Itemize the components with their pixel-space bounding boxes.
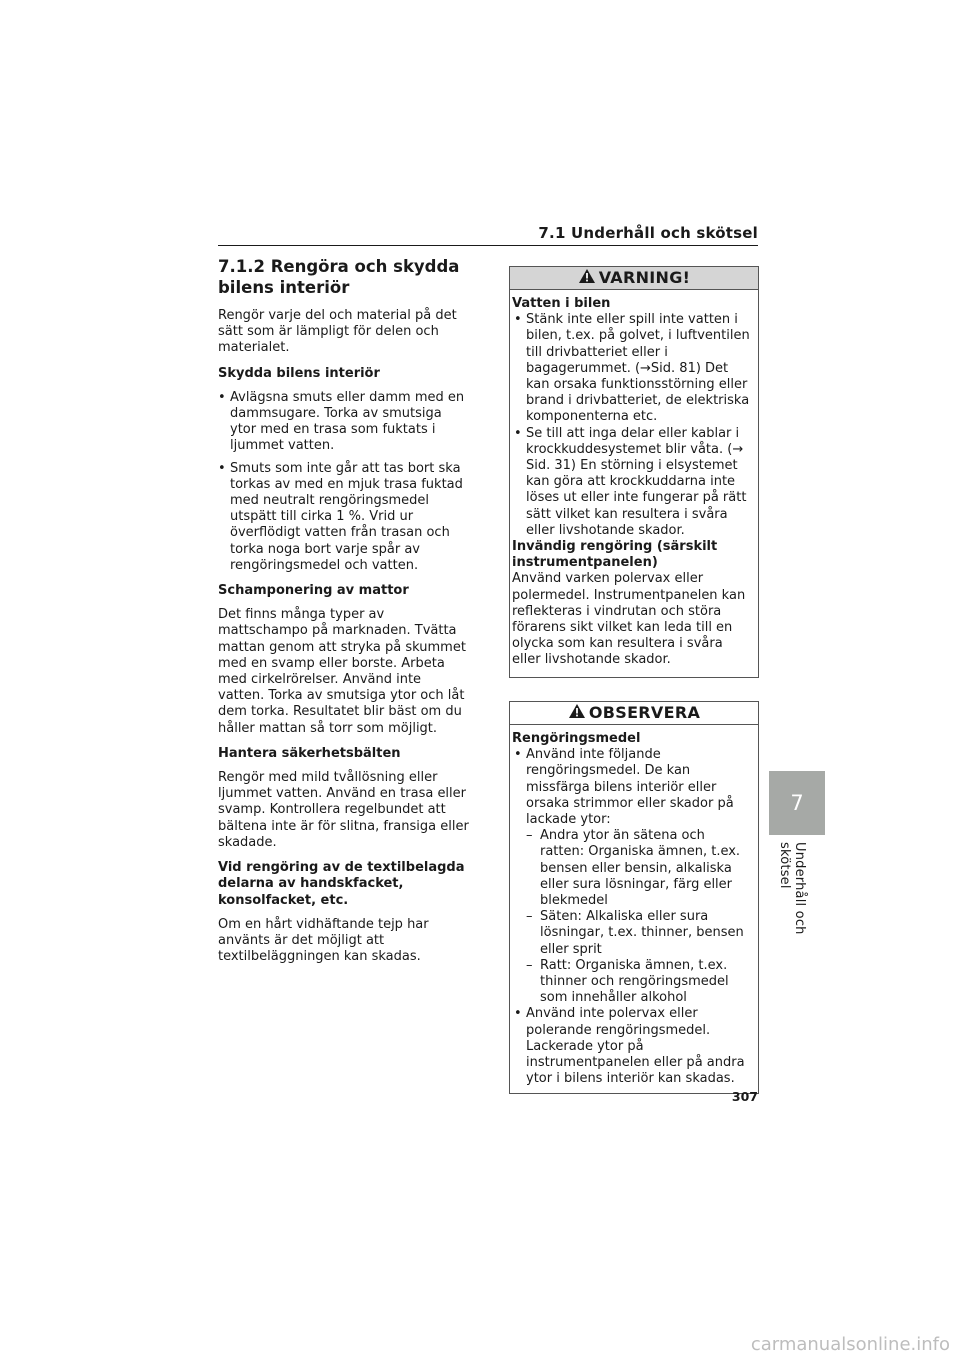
notice-item-text: Använd inte följande rengöringsmedel. De kan missfärga bilens interiör eller orsaka strimmor eller skador på lackade ytor: [526,747,734,828]
seat-belts-text: Rengör med mild tvållösning eller ljummet vatten. Använd en trasa eller svamp. Kontrollera regelbundet att bältena inte är för slitna, fransiga eller skadade. [218,770,469,850]
notice-triangle-icon [568,703,586,722]
notice-list [512,747,753,828]
warning-list [512,312,753,539]
warning-triangle-icon [578,268,596,287]
watermark: carmanualsonline.info [750,1334,950,1355]
subheading-seat-belts: Hantera säkerhetsbälten [218,745,401,761]
header-rule [218,245,758,246]
chapter-tab: 7 [769,771,825,835]
subheading-textile-parts: Vid rengöring av de textilbelagda delarna av handskfacket, konsolfacket, etc. [218,860,465,908]
warning-interior-cleaning-text: Använd varken polervax eller polermedel. Instrumentpanelen kan reflekteras i vindrutan och störa förarens sikt vilket kan leda till en olycka som kan resultera i svåra eller livshotande skador. [512,571,746,668]
list-item: – Ratt: Organiska ämnen, t.ex. thinner och rengöringsmedel som innehåller alkohol [512,958,753,1007]
notice-label: OBSERVERA [588,702,701,722]
notice-header [510,702,758,725]
section-header-title: 7.1 Underhåll och skötsel [538,224,758,242]
section-heading: 7.1.2 Rengöra och skydda bilens interiör [218,257,460,297]
list-item [512,747,753,828]
chapter-side-title: Underhåll och skötsel [777,842,807,935]
notice-dash-list [512,828,753,1006]
list-item: – Andra ytor än sätena och ratten: Organiska ämnen, t.ex. bensen eller bensin, alkaliska eller sura lösningar, färg eller blekmedel [512,828,753,909]
list-item: • Smuts som inte går att tas bort ska torkas av med en mjuk trasa fuktad med neutralt rengöringsmedel utspätt till cirka 1 %. Vrid ur överflödigt vatten från trasan och torka noga bort varje spår av rengöringsmedel och vatten. [218,461,470,574]
subheading-protect-interior: Skydda bilens interiör [218,365,380,381]
list-item: • Avlägsna smuts eller damm med en dammsugare. Torka av smutsiga ytor med en trasa som fuktats i ljummet vatten. [218,390,470,455]
warning-subheading-water: Vatten i bilen [512,296,611,311]
intro-paragraph: Rengör varje del och material på det sätt som är lämpligt för delen och materialet. [218,308,457,356]
warning-box [509,266,759,678]
subheading-carpet-shampoo: Schamponering av mattor [218,583,409,599]
list-item: – Säten: Alkaliska eller sura lösningar, t.ex. thinner, bensen eller sprit [512,909,753,958]
carpet-shampoo-text: Det finns många typer av mattschampo på marknaden. Tvätta mattan genom att stryka på skummet med en svamp eller borste. Arbeta med cirkelrörelser. Använd inte vatten. Torka av smutsiga ytor och låt dem torka. Resultatet blir bäst om du håller mattan så torr som möjligt. [218,607,466,736]
notice-list-2 [512,1006,753,1087]
warning-label: VARNING! [598,267,691,287]
page-number: 307 [731,1089,758,1104]
warning-header [510,267,758,290]
textile-parts-text: Om en hårt vidhäftande tejp har använts är det möjligt att textilbeläggningen kan skadas. [218,916,429,965]
list-item: • Se till att inga delar eller kablar i krockkuddesystemet blir våta. (→ Sid. 31) En störning i elsystemet kan göra att krockkuddarna inte löses ut eller inte fungerar på rätt sätt vilket kan resultera i svåra eller livshotande skador. [512,426,753,539]
list-item: • Använd inte polervax eller polerande rengöringsmedel. Lackerade ytor på instrumentpanelen eller på andra ytor i bilens interiör kan skadas. [512,1006,753,1087]
notice-box [509,701,759,1094]
warning-subheading-interior-cleaning: Invändig rengöring (särskilt instrumentpanelen) [512,539,718,571]
list-item: • Stänk inte eller spill inte vatten i bilen, t.ex. på golvet, i luftventilen till drivbatteriet eller i bagagerummet. (→Sid. 81) Det kan orsaka funktionsstörning eller brand i drivbatteriet, de elektriska komponenterna etc. [512,312,753,425]
notice-subheading-cleaners: Rengöringsmedel [512,731,641,746]
protect-interior-list [218,390,470,574]
left-column [218,256,470,974]
